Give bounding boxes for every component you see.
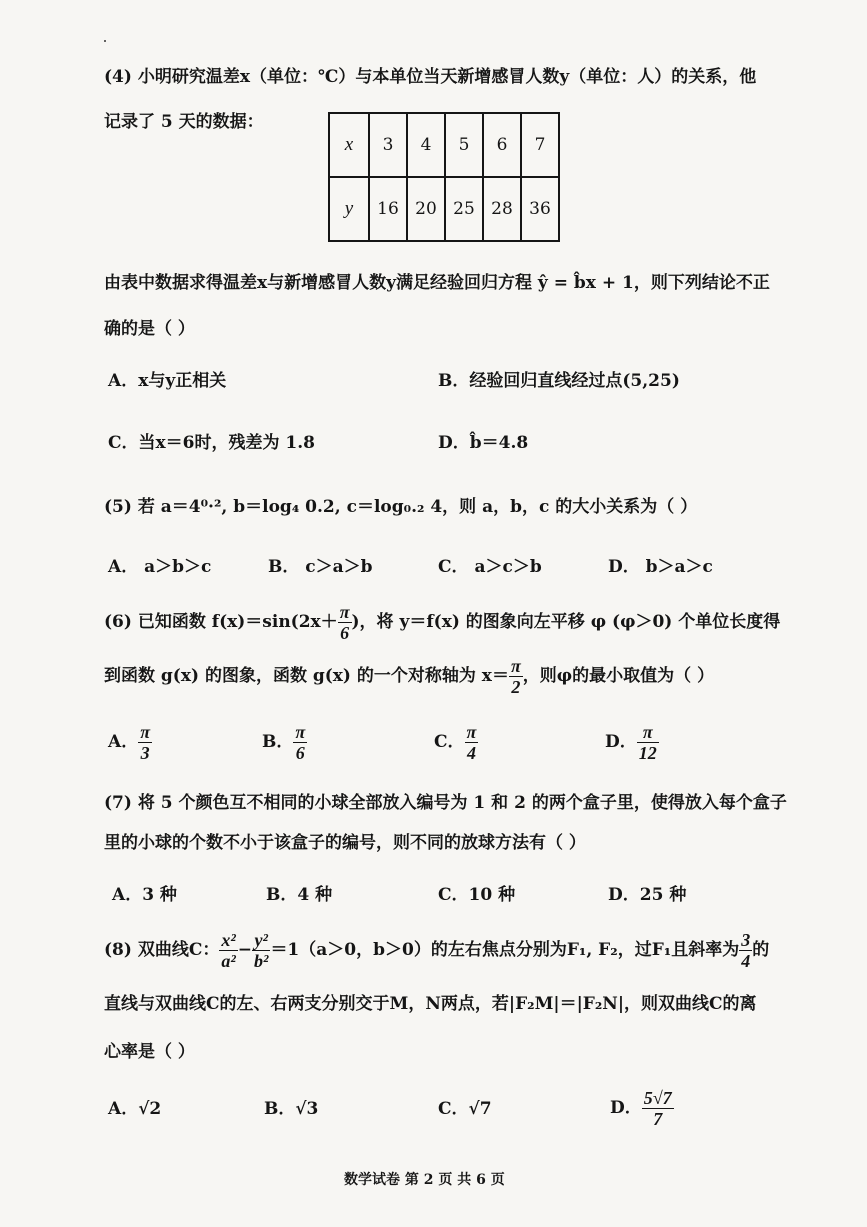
q8-option-c: C．√7 <box>438 1099 492 1119</box>
q4-option-d: D．b̂＝4.8 <box>438 433 529 453</box>
q4-data-table <box>328 112 560 242</box>
q7-stem-line1: (7) 将 5 个颜色互不相同的小球全部放入编号为 1 和 2 的两个盒子里，使得放入每个盒子 <box>104 793 787 813</box>
q6-option-d <box>605 722 659 763</box>
fraction-denominator: b² <box>254 951 269 971</box>
q6-stem-pre: (6) 已知函数 f(x)＝sin(2x＋ <box>104 612 338 632</box>
q6-stem-fraction <box>338 602 352 643</box>
q8-minus: − <box>237 940 253 960</box>
q4-option-b: B．经验回归直线经过点(5,25) <box>438 371 680 391</box>
q7-option-a: A．3 种 <box>112 885 177 905</box>
fraction-numerator: π <box>510 656 521 676</box>
q8-fraction-y <box>252 930 270 971</box>
q4-stem-line2: 记录了 5 天的数据： <box>104 112 264 132</box>
table-cell: 20 <box>407 177 445 241</box>
q6-line2-fraction <box>509 656 523 697</box>
q6-stem-line1 <box>104 602 780 643</box>
q8-stem-post: 的 <box>752 940 770 960</box>
q4-option-a: A．x与y正相关 <box>108 371 227 391</box>
q8-stem-line2: 直线与双曲线C的左、右两支分别交于M，N两点，若|F₂M|＝|F₂N|，则双曲线C的离 <box>104 994 757 1014</box>
table-cell: 6 <box>483 113 521 177</box>
table-cell: 36 <box>521 177 559 241</box>
fraction-denominator: 6 <box>340 623 350 643</box>
q6-option-a <box>108 722 152 763</box>
table-row-y <box>329 177 559 241</box>
fraction-numerator: y² <box>252 930 270 951</box>
fraction-numerator: π <box>339 602 350 622</box>
q7-stem-line2: 里的小球的个数不小于该盒子的编号，则不同的放球方法有（ ） <box>104 833 586 853</box>
q7-option-c: C．10 种 <box>438 885 516 905</box>
option-label: C． <box>434 732 465 752</box>
q8-fraction-x <box>219 930 237 971</box>
q6-stem-line2 <box>104 656 714 697</box>
fraction-numerator: 3 <box>741 930 751 950</box>
fraction-numerator: π <box>295 722 306 742</box>
q8-option-b: B．√3 <box>264 1099 319 1119</box>
option-fraction <box>465 722 479 763</box>
q8-option-d <box>610 1088 674 1129</box>
fraction-denominator: a² <box>221 951 236 971</box>
q4-stem-line3: 由表中数据求得温差x与新增感冒人数y满足经验回归方程 ŷ = b̂x + 1，则下列结论不正 <box>104 273 770 293</box>
q5-option-c: C． a＞c＞b <box>438 557 542 577</box>
q4-stem-line1: (4) 小明研究温差x（单位：℃）与本单位当天新增感冒人数y（单位：人）的关系，他 <box>104 67 757 87</box>
fraction-denominator: 3 <box>140 743 150 763</box>
q6-stem-post: )，将 y＝f(x) 的图象向左平移 φ (φ＞0) 个单位长度得 <box>351 612 781 632</box>
q7-option-b: B．4 种 <box>266 885 333 905</box>
fraction-denominator: 6 <box>295 743 305 763</box>
q5-option-a: A． a＞b＞c <box>108 557 212 577</box>
option-fraction <box>138 722 152 763</box>
option-label: B． <box>262 732 294 752</box>
q7-option-d: D．25 种 <box>608 885 687 905</box>
option-fraction <box>637 722 659 763</box>
fraction-numerator: π <box>466 722 477 742</box>
table-cell: x <box>329 113 369 177</box>
table-cell: 3 <box>369 113 407 177</box>
q8-stem-pre: (8) 双曲线C： <box>104 940 220 960</box>
option-fraction <box>642 1088 674 1129</box>
q6-option-b <box>262 722 307 763</box>
q4-stem-line4: 确的是（ ） <box>104 319 195 339</box>
fraction-denominator: 12 <box>638 743 657 763</box>
table-cell: 7 <box>521 113 559 177</box>
fraction-numerator: x² <box>221 930 236 950</box>
fraction-denominator: 4 <box>741 951 751 971</box>
fraction-numerator: π <box>637 722 659 743</box>
fraction-numerator: π <box>140 722 151 742</box>
q8-stem-line1 <box>104 930 769 971</box>
q8-option-a: A．√2 <box>108 1099 162 1119</box>
fraction-denominator: 4 <box>466 743 476 763</box>
q8-stem-mid: ＝1（a＞0，b＞0）的左右焦点分别为F₁, F₂，过F₁且斜率为 <box>270 940 740 960</box>
q6-option-c <box>434 722 478 763</box>
fraction-denominator: 2 <box>511 677 521 697</box>
q5-stem: (5) 若 a＝4⁰·², b＝log₄ 0.2, c＝log₀.₂ 4，则 a，b，c 的大小关系为（ ） <box>104 497 698 517</box>
q8-fraction-slope <box>739 930 752 971</box>
table-cell: 4 <box>407 113 445 177</box>
table-cell: 25 <box>445 177 483 241</box>
scan-speck <box>104 40 106 42</box>
option-label: D． <box>610 1098 642 1118</box>
q6-line2-post: ，则φ的最小取值为（ ） <box>522 666 715 686</box>
table-cell: 28 <box>483 177 521 241</box>
table-cell: 16 <box>369 177 407 241</box>
q6-line2-pre: 到函数 g(x) 的图象，函数 g(x) 的一个对称轴为 x＝ <box>104 666 509 686</box>
q5-option-b: B． c＞a＞b <box>268 557 373 577</box>
q4-option-c: C．当x＝6时，残差为 1.8 <box>108 433 315 453</box>
fraction-numerator: 5√7 <box>643 1088 672 1108</box>
table-cell: 5 <box>445 113 483 177</box>
q5-option-d: D． b＞a＞c <box>608 557 713 577</box>
fraction-denominator: 7 <box>653 1109 663 1129</box>
page-footer: 数学试卷 第 2 页 共 6 页 <box>344 1172 505 1188</box>
q8-stem-line3: 心率是（ ） <box>104 1042 195 1062</box>
table-cell: y <box>329 177 369 241</box>
option-label: A． <box>108 732 139 752</box>
option-fraction <box>293 722 307 763</box>
table-row-x <box>329 113 559 177</box>
option-label: D． <box>605 732 637 752</box>
